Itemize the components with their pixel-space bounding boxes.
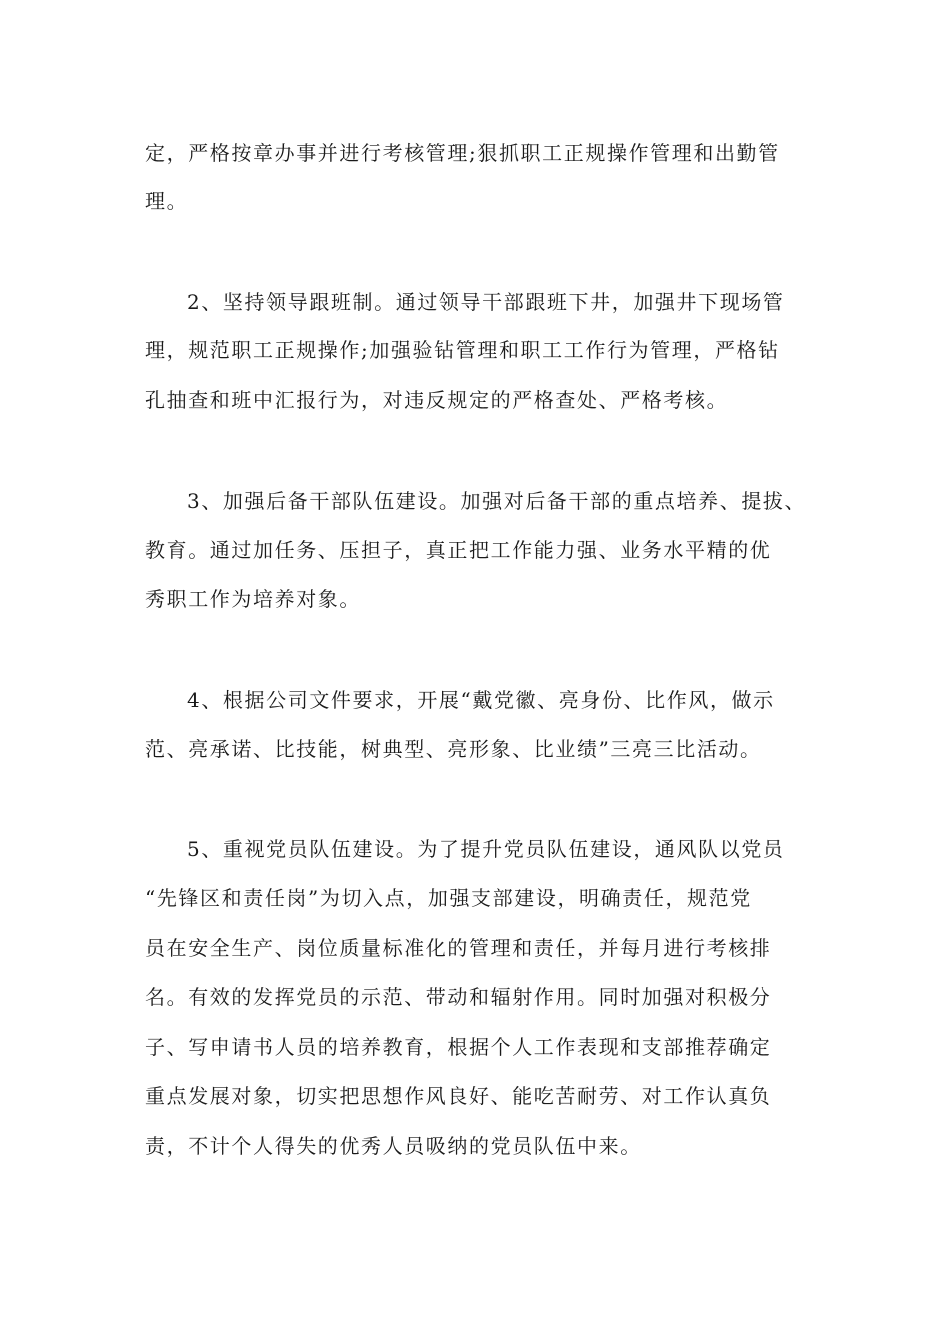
paragraph-4-line-1: 4、根据公司文件要求，开展“戴党徽、亮身份、比作风，做示	[187, 688, 775, 712]
paragraph-3-line-2: 教育。通过加任务、压担子，真正把工作能力强、业务水平精的优	[145, 538, 772, 562]
paragraph-5-line-1: 5、重视党员队伍建设。为了提升党员队伍建设，通风队以党员	[187, 837, 785, 861]
paragraph-5-line-6: 重点发展对象，切实把思想作风良好、能吃苦耐劳、对工作认真负	[145, 1084, 772, 1108]
paragraph-1-line-2: 理。	[145, 189, 189, 213]
paragraph-1-line-1: 定，严格按章办事并进行考核管理;狠抓职工正规操作管理和出勤管	[145, 141, 780, 165]
paragraph-2-line-1: 2、坚持领导跟班制。通过领导干部跟班下井，加强井下现场管	[187, 290, 785, 314]
paragraph-3-line-3: 秀职工作为培养对象。	[145, 587, 361, 611]
paragraph-5-line-4: 名。有效的发挥党员的示范、带动和辐射作用。同时加强对积极分	[145, 985, 772, 1009]
paragraph-5-line-3: 员在安全生产、岗位质量标准化的管理和责任，并每月进行考核排	[145, 936, 772, 960]
paragraph-3-line-1: 3、加强后备干部队伍建设。加强对后备干部的重点培养、提拔、	[187, 489, 807, 513]
paragraph-2-line-3: 孔抽查和班中汇报行为，对违反规定的严格查处、严格考核。	[145, 388, 729, 412]
paragraph-5-line-2: “先锋区和责任岗”为切入点，加强支部建设，明确责任，规范党	[145, 886, 752, 910]
paragraph-2-line-2: 理，规范职工正规操作;加强验钻管理和职工工作行为管理，严格钻	[145, 338, 780, 362]
paragraph-5-line-5: 子、写申请书人员的培养教育，根据个人工作表现和支部推荐确定	[145, 1035, 772, 1059]
paragraph-4-line-2: 范、亮承诺、比技能，树典型、亮形象、比业绩”三亮三比活动。	[145, 737, 762, 761]
paragraph-5-line-7: 责，不计个人得失的优秀人员吸纳的党员队伍中来。	[145, 1134, 642, 1158]
